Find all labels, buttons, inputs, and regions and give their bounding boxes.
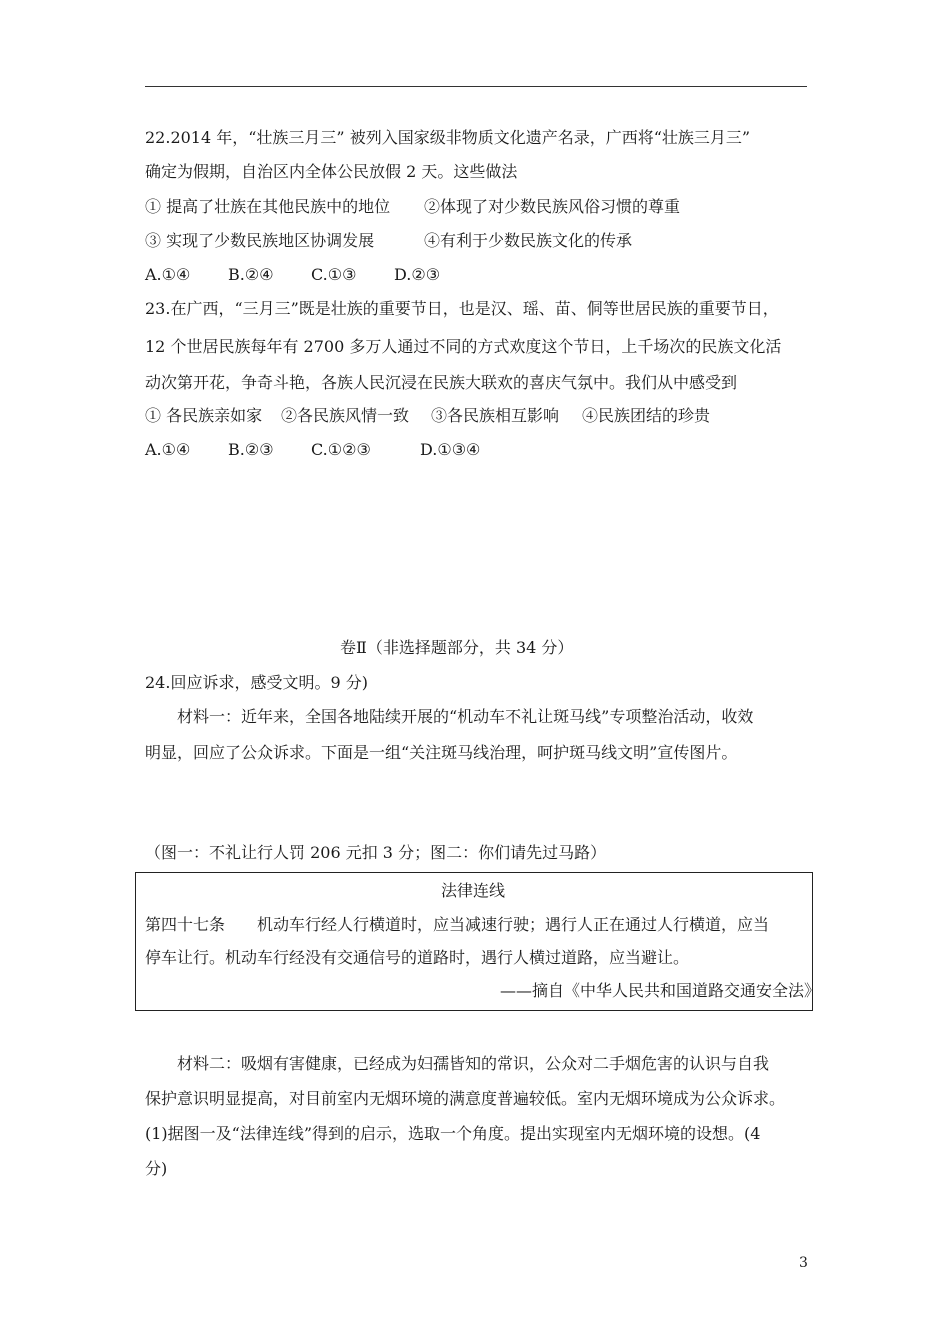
q22-stem-line1: 22.2014 年，“壮族三月三” 被列入国家级非物质文化遗产名录，广西将“壮族三月三” (145, 128, 751, 147)
page-number: 3 (799, 1255, 808, 1271)
q22-option-c: C.①③ (311, 265, 357, 284)
law-article-line2: 停车让行。机动车行经没有交通信号的道路时，遇行人横过道路，应当避让。 (145, 948, 690, 967)
q23-statement-2: ②各民族风情一致 (281, 406, 410, 425)
q24-material1-line2: 明显，回应了公众诉求。下面是一组“关注斑马线治理，呵护斑马线文明”宣传图片。 (145, 743, 738, 762)
q22-statement-2: ②体现了对少数民族风俗习惯的尊重 (424, 197, 681, 216)
section-2-title: 卷Ⅱ（非选择题部分，共 34 分） (340, 638, 574, 657)
q24-subquestion-1-line1: (1)据图一及“法律连线”得到的启示，选取一个角度。提出实现室内无烟环境的设想。(4 (145, 1124, 761, 1143)
q24-material2-line1: 材料二：吸烟有害健康，已经成为妇孺皆知的常识，公众对二手烟危害的认识与自我 (177, 1054, 770, 1073)
q23-statement-1: ① 各民族亲如家 (145, 406, 263, 425)
q23-statement-4: ④民族团结的珍贵 (582, 406, 711, 425)
law-box (135, 872, 821, 1011)
q22-statement-3: ③ 实现了少数民族地区协调发展 (145, 231, 375, 250)
q23-option-b: B.②③ (228, 440, 274, 459)
q22-statement-1: ① 提高了壮族在其他民族中的地位 (145, 197, 391, 216)
q22-option-a: A.①④ (145, 265, 191, 284)
q22-stem-line2: 确定为假期，自治区内全体公民放假 2 天。这些做法 (145, 162, 518, 181)
law-article-line1: 第四十七条 机动车行经人行横道时，应当减速行驶；遇行人正在通过人行横道，应当 (145, 915, 770, 934)
q22-option-d: D.②③ (394, 265, 441, 284)
q23-statement-3: ③各民族相互影响 (431, 406, 560, 425)
q22-statement-4: ④有利于少数民族文化的传承 (424, 231, 633, 250)
q24-subquestion-1-line2: 分) (145, 1159, 168, 1178)
law-source: ——摘自《中华人民共和国道路交通安全法》 (500, 981, 821, 1000)
q23-stem-line1: 23.在广西，“三月三”既是壮族的重要节日，也是汉、瑶、苗、侗等世居民族的重要节日， (145, 299, 779, 318)
q23-stem-line2: 12 个世居民族每年有 2700 多万人通过不同的方式欢度这个节日，上千场次的民族文化活 (145, 337, 782, 356)
law-box-title: 法律连线 (441, 881, 506, 900)
header-rule (145, 86, 807, 87)
q24-title: 24.回应诉求，感受文明。9 分) (145, 673, 368, 692)
q24-material2-line2: 保护意识明显提高，对目前室内无烟环境的满意度普遍较低。室内无烟环境成为公众诉求。 (145, 1089, 786, 1108)
q23-option-d: D.①③④ (420, 440, 481, 459)
q22-option-b: B.②④ (228, 265, 274, 284)
q24-material1-line1: 材料一：近年来，全国各地陆续开展的“机动车不礼让斑马线”专项整治活动，收效 (177, 707, 754, 726)
q23-option-c: C.①②③ (311, 440, 371, 459)
q23-option-a: A.①④ (145, 440, 191, 459)
figure-caption: （图一：不礼让行人罚 206 元扣 3 分；图二：你们请先过马路） (145, 843, 607, 862)
q23-stem-line3: 动次第开花，争奇斗艳，各族人民沉浸在民族大联欢的喜庆气氛中。我们从中感受到 (145, 373, 738, 392)
